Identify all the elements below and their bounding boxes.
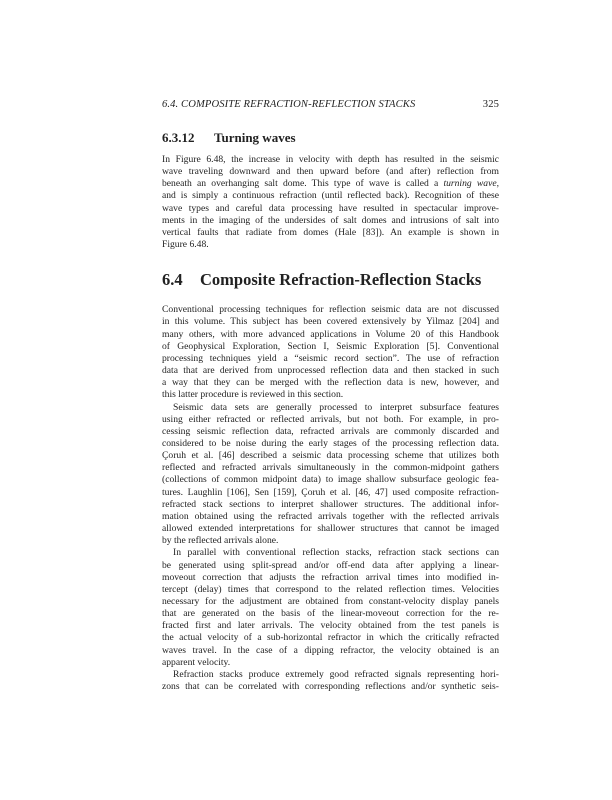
subsection-heading	[162, 130, 499, 146]
text-line: waves travel. In the case of a dipping refractor, the velocity obtained is an	[162, 644, 499, 656]
text-line: allowed extended interpretations for shallower structures that cannot be imaged	[162, 523, 499, 535]
text-line: In Figure 6.48, the increase in velocity with depth has resulted in the seismic	[162, 154, 499, 165]
section-title: Composite Refraction-Reflection Stacks	[200, 270, 482, 290]
page-number: 325	[482, 99, 499, 110]
subsection-number: 6.3.12	[162, 130, 195, 145]
text-line: considered to be noise during the early stages of the processing reflection data.	[162, 437, 499, 449]
text-line: Conventional processing techniques for reflection seismic data are not discussed	[162, 304, 499, 316]
text-line: (collections of common midpoint data) to image shallow subsurface geologic fea-	[162, 474, 499, 486]
text-line: refracted stack sections to interpret shallower structures. The additional infor-	[162, 498, 499, 510]
text-line: In parallel with conventional reflection stacks, refraction stack sections can	[173, 547, 499, 559]
subsection-title: Turning waves	[214, 130, 296, 145]
text-line: Figure 6.48.	[162, 239, 209, 251]
text-line: using either refracted or reflected arrivals, but not both. For example, in pro-	[162, 413, 499, 425]
paragraph-1	[162, 304, 499, 401]
text-line: necessary for the adjustment are obtained from constant-velocity display panels	[162, 596, 499, 607]
text-line: fracted first and later arrivals. The velocity obtained from the test panels is	[162, 620, 499, 632]
section-number: 6.4	[162, 270, 183, 290]
text-line: many others, with more advanced applications in Volume 20 of this Handbook	[162, 328, 499, 340]
text-line: the actual velocity of a sub-horizontal refractor in which the critically refracted	[162, 632, 499, 644]
text-line: reflected and refracted arrivals simultaneously in the common-midpoint gathers	[162, 462, 499, 474]
text-line: wave types and careful data processing have resulted in spectacular improve-	[162, 202, 499, 214]
text-line: Seismic data sets are generally processed to interpret subsurface features	[173, 401, 499, 413]
paragraph-turning-waves	[162, 154, 499, 251]
text-line: that are generated on the basis of the linear-moveout correction for the re-	[162, 608, 499, 620]
text-line: data that are derived from unprocessed reflection data and then stacked in such	[162, 365, 499, 377]
emphasis-term: turning wave,	[443, 178, 499, 190]
section-heading	[162, 270, 499, 290]
paragraph-4	[162, 669, 499, 693]
text-line: and is simply a continuous refraction (until reflected back). Recognition of these	[162, 190, 499, 202]
running-head	[162, 98, 499, 112]
text-line: Çoruh et al. [46] described a seismic data processing scheme that utilizes both	[162, 450, 499, 462]
page-body	[162, 98, 499, 693]
text-line: tures. Laughlin [106], Sen [159], Çoruh et al. [46, 47] used composite refraction-	[162, 486, 499, 498]
text-line: apparent velocity.	[162, 656, 231, 668]
paragraph-3	[162, 547, 499, 669]
text-line	[162, 178, 499, 190]
text-line: a way that they can be merged with the reflection data is new, however, and	[162, 377, 499, 389]
running-head-title: 6.4. COMPOSITE REFRACTION-REFLECTION STACKS	[162, 99, 416, 110]
text-line: this latter procedure is reviewed in this section.	[162, 389, 344, 401]
text-line: tercept (delay) times that correspond to the related reflection times. Velocities	[162, 583, 499, 595]
text-line: wave traveling downward and then upward before (and after) reflection from	[162, 166, 499, 178]
text-line: Refraction stacks produce extremely good refracted signals representing hori-	[173, 668, 499, 680]
text-line: be generated using split-spread and/or off-end data after applying a linear-	[162, 559, 499, 571]
text-line: zons that can be correlated with corresponding reflections and/or synthetic seis-	[162, 681, 499, 693]
text-line: mation obtained using the refracted arrivals together with the reflected arrivals	[162, 510, 499, 522]
text-line: ments in the imaging of the undersides of salt domes and intrusions of salt into	[162, 214, 499, 226]
text-run: beneath an overhanging salt dome. This type of wave is called a	[162, 178, 439, 190]
text-line: of Geophysical Exploration, Section I, Seismic Exploration [5]. Conventional	[162, 340, 499, 352]
paragraph-2	[162, 402, 499, 548]
text-line: by the reflected arrivals alone.	[162, 535, 279, 547]
text-line: moveout correction that adjusts the refraction arrival times into modified in-	[162, 571, 499, 583]
text-line: in this volume. This subject has been covered extensively by Yilmaz [204] and	[162, 316, 499, 328]
text-line: vertical faults that radiate from domes (Hale [83]). An example is shown in	[162, 226, 499, 238]
text-line: processing techniques yield a “seismic record section”. The use of refraction	[162, 352, 499, 364]
text-line: cessing seismic reflection data, refracted arrivals are commonly discarded and	[162, 425, 499, 437]
